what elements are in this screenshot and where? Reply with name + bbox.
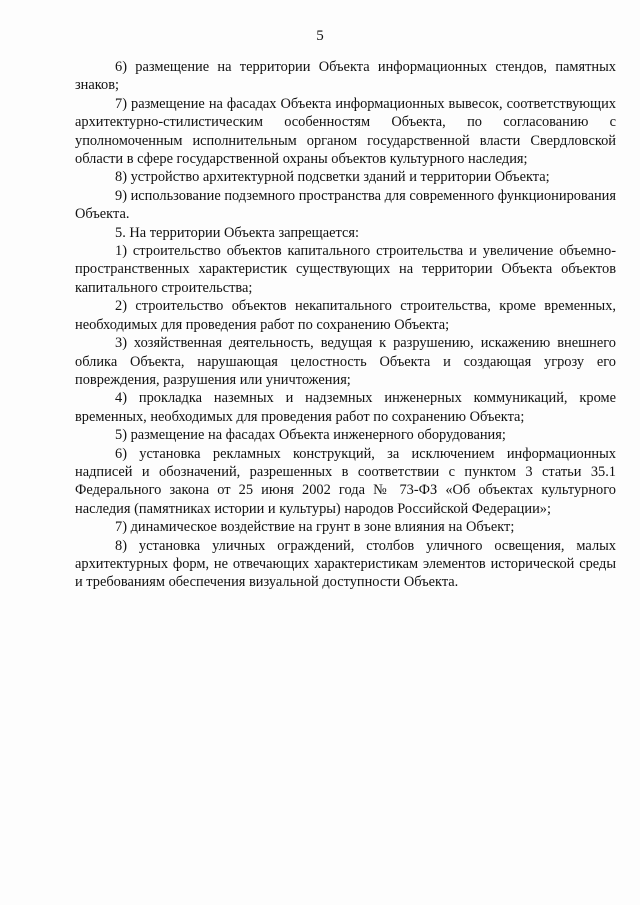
prohibition-4: 4) прокладка наземных и надземных инженерных коммуникаций, кроме временных, необходимых для проведения работ по сохранению Объекта; xyxy=(75,390,616,425)
page-number: 5 xyxy=(316,28,324,44)
prohibition-6: 6) установка рекламных конструкций, за исключением информационных надписей и обозначений, разрешенных в соответствии с пунктом 3 статьи 35.1 Федерального закона от 25 июня 2002 года № 73-ФЗ «Об объектах культурного наследия (памятниках истории и культуры) народов Российской Федерации»; xyxy=(75,445,616,517)
prohibition-7: 7) динамическое воздействие на грунт в зоне влияния на Объект; xyxy=(115,519,515,536)
document-body xyxy=(75,58,616,592)
paragraph-7-signs: 7) размещение на фасадах Объекта информационных вывесок, соответствующих архитектурно-стилистическим особенностям Объекта, по согласованию с уполномоченным исполнительным органом государственной власти Свердловской области в сфере государственной охраны объектов культурного наследия; xyxy=(75,95,616,168)
prohibition-2: 2) строительство объектов некапитального строительства, кроме временных, необходимых для проведения работ по сохранению Объекта; xyxy=(75,298,616,333)
paragraph-8-lighting: 8) устройство архитектурной подсветки зданий и территории Объекта; xyxy=(115,169,550,186)
prohibition-1: 1) строительство объектов капитального строительства и увеличение объемно-пространственных характеристик существующих на территории Объекта объектов капитального строительства; xyxy=(75,243,616,296)
paragraph-9-underground: 9) использование подземного пространства для современного функционирования Объекта. xyxy=(75,187,616,223)
prohibition-3: 3) хозяйственная деятельность, ведущая к разрушению, искажению внешнего облика Объекта, нарушающая целостность Объекта и создающая угрозу его повреждения, разрушения или уничтожения; xyxy=(75,335,616,388)
paragraph-6-stands: 6) размещение на территории Объекта информационных стендов, памятных знаков; xyxy=(75,59,616,94)
section-5-heading: 5. На территории Объекта запрещается: xyxy=(115,224,359,241)
prohibition-8: 8) установка уличных ограждений, столбов уличного освещения, малых архитектурных форм, не отвечающих характеристикам элементов исторической среды и требованиям обеспечения визуальной доступности Объекта. xyxy=(75,537,616,591)
prohibition-5: 5) размещение на фасадах Объекта инженерного оборудования; xyxy=(115,427,506,444)
